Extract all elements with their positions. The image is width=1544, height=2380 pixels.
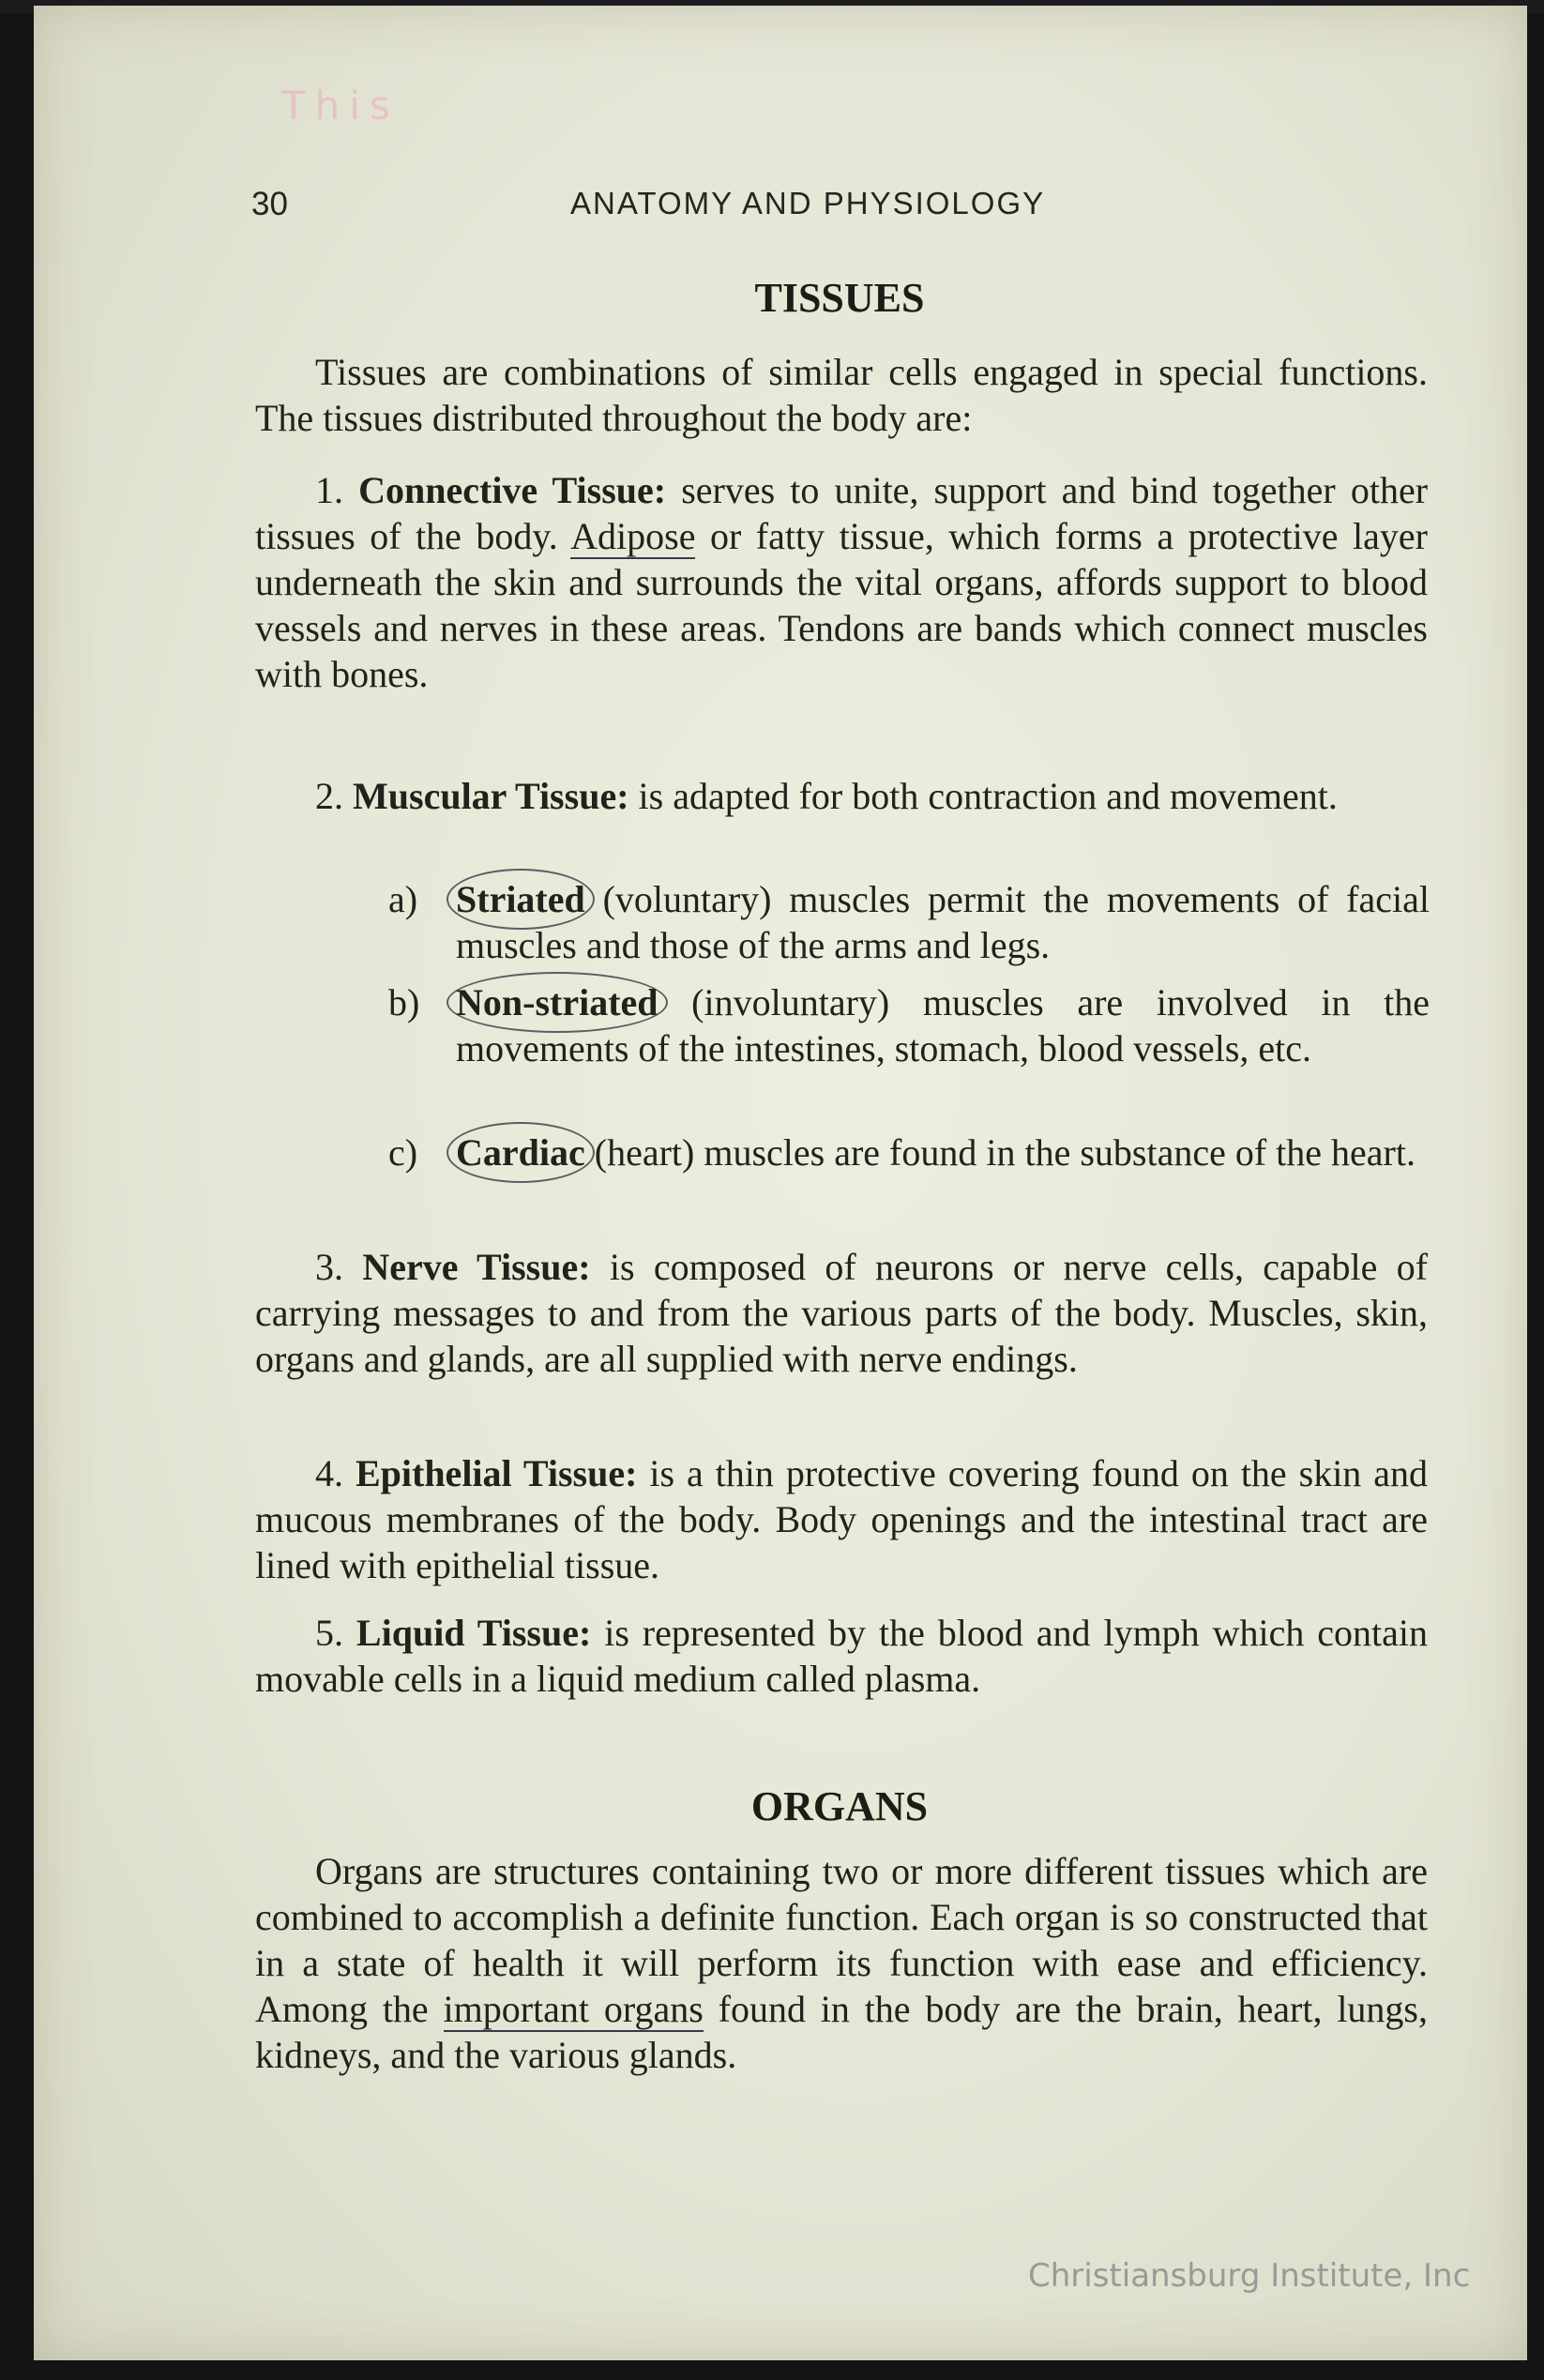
item-term: Connective Tissue:: [358, 469, 667, 511]
item-number: 5.: [315, 1612, 343, 1654]
page-number: 30: [251, 186, 288, 222]
circled-term: Non-striated: [456, 981, 658, 1023]
item-number: 1.: [315, 469, 343, 511]
item-number: 2.: [315, 775, 343, 817]
subitem-non-striated: b) Non-striated (involuntary) muscles are involved in the movements of the intestines, stomach, blood vessels, etc.: [388, 981, 1430, 1069]
subitem-marker: a): [388, 878, 418, 920]
item-liquid-tissue: 5. Liquid Tissue: is represented by the blood and lymph which contain movable cells in a liquid medium called plasma.: [255, 1612, 1429, 1700]
subitem-marker: c): [388, 1131, 418, 1174]
subitem-striated: a) Striated (voluntary) muscles permit the movements of facial muscles and those of the arms and legs.: [388, 878, 1430, 966]
item-term: Muscular Tissue:: [353, 775, 629, 817]
tissues-intro: Tissues are combinations of similar cells engaged in special functions. The tissues distributed throughout the body are:: [255, 351, 1428, 439]
item-nerve-tissue: 3. Nerve Tissue: is composed of neurons or nerve cells, capable of carrying messages to and from the various parts of the body. Muscles, skin, organs and glands, are all supplied with nerve endings.: [255, 1246, 1429, 1380]
item-term: Nerve Tissue:: [362, 1246, 591, 1288]
item-number: 3.: [315, 1246, 343, 1288]
subitem-marker: b): [388, 981, 420, 1023]
subitem-cardiac: c) Cardiac (heart) muscles are found in the substance of the heart.: [388, 1131, 1415, 1174]
item-connective-tissue: 1. Connective Tissue: serves to unite, support and bind together other tissues of the body. Adipose or fatty tissue, which forms a protective layer underneath the skin and surrounds the vital organs, affords support to blood vessels and nerves in these areas. Tendons are bands which connect muscles with bones.: [255, 469, 1429, 695]
item-term: Liquid Tissue:: [356, 1612, 592, 1654]
item-number: 4.: [315, 1452, 343, 1494]
pencil-annotation: This: [281, 83, 400, 129]
circled-term: Cardiac: [456, 1131, 585, 1174]
item-term: Epithelial Tissue:: [355, 1452, 638, 1494]
watermark: Christiansburg Institute, Inc: [1028, 2257, 1471, 2295]
item-muscular-tissue: 2. Muscular Tissue: is adapted for both contraction and movement.: [315, 775, 1338, 817]
item-epithelial-tissue: 4. Epithelial Tissue: is a thin protective covering found on the skin and mucous membranes of the body. Body openings and the intestinal tract are lined with epithelial tissue.: [255, 1452, 1429, 1586]
underlined-word: Adipose: [570, 515, 696, 557]
circled-term: Striated: [456, 878, 585, 920]
organs-paragraph: Organs are structures containing two or more different tissues which are combined to accomplish a definite function. Each organ is so constructed that in a state of health it will perform its function with ease and efficiency. Among the important organs found in the body are the brain, heart, lungs, kidneys, and the various glands.: [255, 1850, 1428, 2076]
book-title: ANATOMY AND PHYSIOLOGY: [570, 186, 1046, 220]
tissues-heading: TISSUES: [754, 275, 925, 321]
running-header: [251, 186, 1433, 233]
organs-heading: ORGANS: [750, 1783, 929, 1829]
underlined-phrase: important organs: [443, 1988, 704, 2030]
